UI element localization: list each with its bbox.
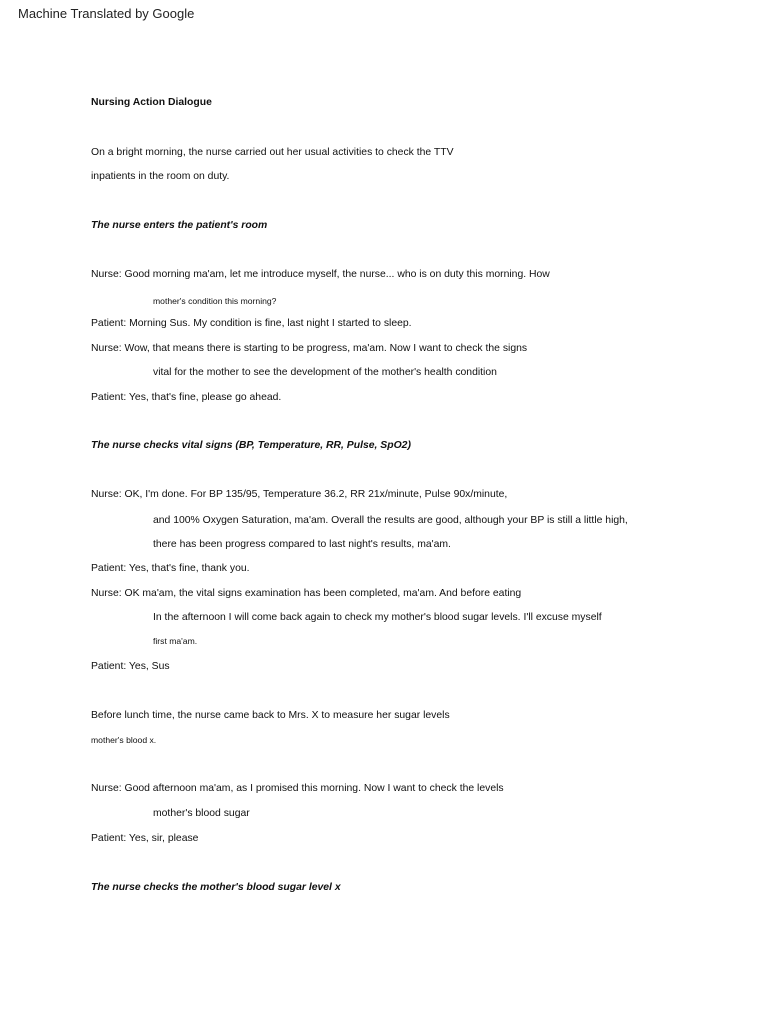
section-heading: The nurse enters the patient's room bbox=[91, 220, 268, 231]
dialogue-continuation: mother's condition this morning? bbox=[153, 296, 277, 306]
dialogue-line: Nurse: OK, I'm done. For BP 135/95, Temperature 36.2, RR 21x/minute, Pulse 90x/minute, bbox=[91, 489, 508, 500]
dialogue-continuation: first ma'am. bbox=[153, 636, 198, 646]
machine-translated-banner: Machine Translated by Google bbox=[18, 6, 195, 21]
dialogue-line: Nurse: Good afternoon ma'am, as I promised this morning. Now I want to check the levels bbox=[91, 783, 504, 794]
intro-line: On a bright morning, the nurse carried out her usual activities to check the TTV bbox=[91, 147, 454, 158]
dialogue-line: Patient: Morning Sus. My condition is fine, last night I started to sleep. bbox=[91, 318, 412, 329]
narration-line: Before lunch time, the nurse came back to Mrs. X to measure her sugar levels bbox=[91, 710, 450, 721]
dialogue-continuation: mother's blood sugar bbox=[153, 808, 250, 819]
narration-line: mother's blood x. bbox=[91, 735, 157, 745]
intro-line: inpatients in the room on duty. bbox=[91, 171, 230, 182]
dialogue-line: Nurse: OK ma'am, the vital signs examination has been completed, ma'am. And before eating bbox=[91, 588, 522, 599]
dialogue-line: Patient: Yes, that's fine, thank you. bbox=[91, 563, 250, 574]
dialogue-continuation: and 100% Oxygen Saturation, ma'am. Overall the results are good, although your BP is still a little high, bbox=[153, 515, 628, 526]
section-heading: The nurse checks vital signs (BP, Temperature, RR, Pulse, SpO2) bbox=[91, 440, 411, 451]
dialogue-continuation: vital for the mother to see the development of the mother's health condition bbox=[153, 367, 497, 378]
dialogue-continuation: In the afternoon I will come back again to check my mother's blood sugar levels. I'll excuse myself bbox=[153, 612, 602, 623]
dialogue-line: Nurse: Wow, that means there is starting to be progress, ma'am. Now I want to check the signs bbox=[91, 343, 528, 354]
dialogue-line: Patient: Yes, sir, please bbox=[91, 833, 199, 844]
dialogue-line: Nurse: Good morning ma'am, let me introduce myself, the nurse... who is on duty this morning. How bbox=[91, 269, 550, 280]
section-heading: The nurse checks the mother's blood sugar level x bbox=[91, 882, 341, 893]
dialogue-line: Patient: Yes, that's fine, please go ahead. bbox=[91, 392, 282, 403]
document-title: Nursing Action Dialogue bbox=[91, 97, 212, 108]
dialogue-continuation: there has been progress compared to last night's results, ma'am. bbox=[153, 539, 451, 550]
dialogue-line: Patient: Yes, Sus bbox=[91, 661, 170, 672]
